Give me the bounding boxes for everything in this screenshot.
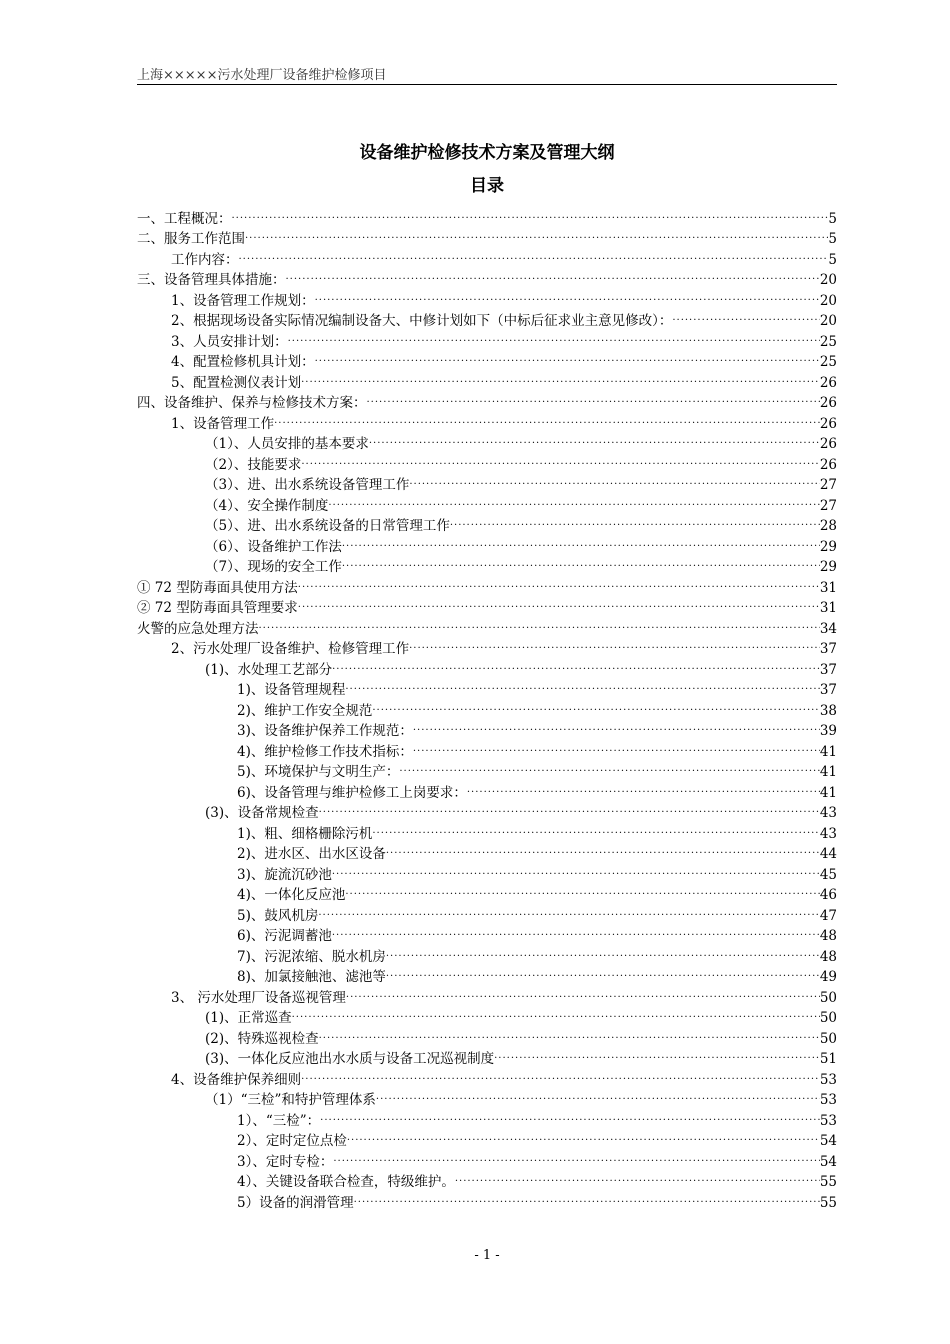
- toc-entry-page: 28: [819, 518, 837, 534]
- toc-entry-page: 37: [819, 661, 837, 678]
- toc-dot-leader: [301, 1063, 820, 1084]
- toc-entry-page: 25: [819, 333, 837, 350]
- toc-dot-leader: [288, 325, 820, 346]
- toc-dot-leader: [386, 961, 820, 982]
- toc-entry-page: 20: [819, 313, 837, 329]
- toc-entry-label: （3）、进、出水系统设备管理工作: [205, 477, 410, 493]
- toc-entry-page: 53: [819, 1092, 837, 1108]
- toc-entry-page: 26: [819, 374, 837, 391]
- toc-entry-label: (1)、正常巡查: [205, 1010, 292, 1026]
- toc-entry-label: 2)、进水区、出水区设备: [237, 846, 386, 862]
- toc-entry-label: （2）、技能要求: [205, 456, 302, 473]
- toc-dot-leader: [315, 284, 820, 305]
- toc-entry-label: 4）、关键设备联合检查，特级维护。: [237, 1174, 455, 1190]
- toc-entry-page: 53: [819, 1112, 837, 1129]
- toc-entry-page: 37: [819, 682, 837, 698]
- toc-entry-label: 4、设备维护保养细则: [171, 1071, 302, 1088]
- toc-entry-page: 53: [819, 1071, 837, 1088]
- toc-entry[interactable]: [137, 202, 837, 227]
- toc-entry-page: 5: [828, 251, 837, 268]
- toc-entry-page: 46: [819, 887, 837, 903]
- toc-entry-label: 5、配置检测仪表计划: [171, 374, 302, 391]
- toc-entry-page: 55: [819, 1174, 837, 1190]
- toc-dot-leader: [342, 551, 820, 572]
- toc-entry-label: 二、服务工作范围: [137, 231, 245, 247]
- toc-entry-label: 5)、环境保护与文明生产：: [237, 764, 400, 780]
- toc-dot-leader: [409, 633, 820, 654]
- toc-dot-leader: [292, 1002, 820, 1023]
- toc-entry-page: 39: [819, 723, 837, 739]
- toc-entry-page: 41: [819, 764, 837, 780]
- toc-dot-leader: [342, 530, 820, 551]
- toc-entry-label: 1、设备管理工作规划：: [171, 292, 315, 309]
- toc-entry-page: 47: [819, 907, 837, 924]
- toc-dot-leader: [455, 1166, 820, 1187]
- toc-dot-leader: [286, 264, 820, 285]
- header-title: 上海×××××污水处理厂设备维护检修项目: [137, 68, 387, 83]
- toc-dot-leader: [386, 838, 820, 859]
- toc-entry-label: 2)、维护工作安全规范: [237, 702, 373, 719]
- toc-entry-label: ① 72 型防毒面具使用方法: [137, 579, 298, 596]
- toc-entry-page: 26: [819, 395, 837, 411]
- toc-entry-label: 4)、维护检修工作技术指标：: [237, 743, 413, 760]
- toc-entry-label: ② 72 型防毒面具管理要求: [137, 600, 298, 616]
- toc-entry-label: 一、工程概况：: [137, 210, 232, 227]
- toc-entry-page: 43: [819, 825, 837, 842]
- toc-dot-leader: [245, 223, 828, 244]
- document-title: 设备维护检修技术方案及管理大纲: [359, 143, 615, 163]
- toc-entry-page: 55: [819, 1194, 837, 1211]
- toc-entry-page: 5: [828, 210, 837, 227]
- toc-entry-label: （5）、进、出水系统设备的日常管理工作: [205, 518, 450, 534]
- toc-entry-page: 48: [819, 948, 837, 965]
- toc-entry-page: 44: [819, 846, 837, 862]
- toc-entry-label: 5）设备的润滑管理: [237, 1194, 354, 1211]
- toc-entry-label: 1)、粗、细格栅除污机: [237, 825, 373, 842]
- toc-entry-page: 38: [819, 702, 837, 719]
- toc-entry-page: 41: [819, 743, 837, 760]
- toc-entry-page: 45: [819, 866, 837, 883]
- toc-dot-leader: [386, 940, 820, 961]
- toc-entry-page: 20: [819, 292, 837, 309]
- toc-dot-leader: [372, 817, 819, 838]
- toc-entry-label: 3、 污水处理厂设备巡视管理: [171, 989, 346, 1006]
- toc-entry-page: 41: [819, 784, 837, 801]
- toc-entry-page: 54: [819, 1133, 837, 1149]
- toc-entry-label: 7)、污泥浓缩、脱水机房: [237, 948, 386, 965]
- toc-entry[interactable]: [137, 264, 837, 288]
- toc-entry[interactable]: [137, 243, 837, 268]
- toc-entry-page: 31: [819, 579, 837, 596]
- toc-entry-label: 三、设备管理具体措施：: [137, 272, 286, 288]
- toc-entry-label: 工作内容：: [171, 251, 239, 268]
- toc-entry-label: 5)、鼓风机房: [237, 907, 319, 924]
- toc-dot-leader: [301, 448, 819, 469]
- toc-entry-page: 29: [819, 559, 837, 575]
- toc-entry-label: 3、人员安排计划：: [171, 333, 288, 350]
- toc-dot-leader: [315, 346, 820, 367]
- page-number: - 1 -: [474, 1248, 500, 1263]
- toc-entry-label: 3）、定时专检：: [237, 1153, 334, 1170]
- toc-dot-leader: [369, 428, 820, 449]
- toc-entry-label: （4）、安全操作制度: [205, 497, 329, 514]
- toc-entry-label: (2)、特殊巡视检查: [205, 1030, 319, 1047]
- toc-dot-leader: [467, 776, 820, 797]
- toc-dot-leader: [232, 202, 829, 223]
- toc-entry-page: 51: [819, 1051, 837, 1067]
- table-of-contents: [137, 202, 837, 1211]
- toc-entry[interactable]: [137, 223, 837, 247]
- toc-entry-page: 26: [819, 436, 837, 452]
- toc-dot-leader: [319, 1022, 820, 1043]
- toc-entry-label: （7）、现场的安全工作: [205, 559, 342, 575]
- toc-dot-leader: [332, 858, 820, 879]
- toc-entry-label: （1）、人员安排的基本要求: [205, 436, 369, 452]
- toc-entry-label: (1)、水处理工艺部分: [205, 661, 333, 678]
- toc-entry-page: 37: [819, 641, 837, 657]
- toc-dot-leader: [319, 797, 820, 818]
- toc-entry-label: 3)、设备维护保养工作规范：: [237, 723, 413, 739]
- toc-entry-page: 26: [819, 415, 837, 432]
- toc-dot-leader: [672, 305, 819, 326]
- toc-dot-leader: [332, 920, 820, 941]
- toc-entry-label: 火警的应急处理方法: [137, 620, 259, 637]
- toc-dot-leader: [320, 1104, 820, 1125]
- toc-dot-leader: [376, 1084, 820, 1105]
- toc-dot-leader: [332, 653, 820, 674]
- toc-dot-leader: [346, 981, 820, 1002]
- toc-entry-page: 25: [819, 354, 837, 370]
- toc-entry-page: 49: [819, 969, 837, 985]
- toc-dot-leader: [345, 879, 819, 900]
- toc-heading: 目录: [470, 176, 504, 196]
- toc-dot-leader: [318, 899, 819, 920]
- toc-entry-page: 43: [819, 805, 837, 821]
- toc-entry-label: 4、配置检修机具计划：: [171, 354, 315, 370]
- toc-entry-label: 4)、一体化反应池: [237, 887, 346, 903]
- toc-dot-leader: [274, 407, 820, 428]
- toc-entry-page: 50: [819, 1010, 837, 1026]
- header-rule: [137, 84, 837, 85]
- toc-dot-leader: [333, 1145, 819, 1166]
- toc-dot-leader: [354, 1186, 820, 1207]
- toc-entry-label: 1）、“三检”：: [237, 1112, 321, 1129]
- toc-dot-leader: [328, 489, 819, 510]
- toc-dot-leader: [345, 674, 819, 695]
- toc-entry-label: (3)、一体化反应池出水水质与设备工况巡视制度: [205, 1051, 495, 1067]
- toc-entry-page: 54: [819, 1153, 837, 1170]
- toc-entry-page: 48: [819, 928, 837, 944]
- toc-entry-page: 50: [819, 989, 837, 1006]
- toc-entry-label: 3)、旋流沉砂池: [237, 866, 332, 883]
- toc-entry-page: 31: [819, 600, 837, 616]
- toc-entry-label: 6)、污泥调蓄池: [237, 928, 332, 944]
- toc-entry-label: （6）、设备维护工作法: [205, 538, 342, 555]
- toc-entry-label: 2）、定时定位点检: [237, 1133, 347, 1149]
- toc-dot-leader: [372, 694, 819, 715]
- toc-entry-page: 20: [819, 272, 837, 288]
- toc-entry-page: 27: [819, 497, 837, 514]
- toc-entry-page: 29: [819, 538, 837, 555]
- toc-entry-page: 50: [819, 1030, 837, 1047]
- toc-dot-leader: [399, 756, 819, 777]
- toc-entry-page: 26: [819, 456, 837, 473]
- toc-dot-leader: [494, 1043, 820, 1064]
- toc-dot-leader: [239, 243, 829, 264]
- toc-entry-label: 四、设备维护、保养与检修技术方案：: [137, 395, 367, 411]
- toc-dot-leader: [259, 612, 820, 633]
- toc-entry-label: 8)、加氯接触池、滤池等: [237, 969, 386, 985]
- toc-entry-label: （1）“三检”和特护管理体系: [205, 1092, 376, 1108]
- toc-entry-label: (3)、设备常规检查: [205, 805, 319, 821]
- toc-entry-label: 6)、设备管理与维护检修工上岗要求：: [237, 784, 467, 801]
- toc-entry-label: 1)、设备管理规程: [237, 682, 346, 698]
- toc-dot-leader: [347, 1125, 820, 1146]
- toc-entry-page: 27: [819, 477, 837, 493]
- toc-dot-leader: [301, 366, 820, 387]
- toc-dot-leader: [367, 387, 820, 408]
- toc-dot-leader: [409, 469, 819, 490]
- toc-dot-leader: [298, 571, 820, 592]
- toc-dot-leader: [413, 715, 820, 736]
- toc-entry-page: 34: [819, 620, 837, 637]
- toc-entry-label: 2、根据现场设备实际情况编制设备大、中修计划如下（中标后征求业主意见修改）：: [171, 313, 673, 329]
- toc-entry-label: 2、污水处理厂设备维护、检修管理工作: [171, 641, 410, 657]
- toc-entry-page: 5: [828, 231, 837, 247]
- toc-dot-leader: [298, 592, 820, 613]
- toc-entry-label: 1、设备管理工作: [171, 415, 275, 432]
- toc-dot-leader: [450, 510, 820, 531]
- toc-dot-leader: [413, 735, 820, 756]
